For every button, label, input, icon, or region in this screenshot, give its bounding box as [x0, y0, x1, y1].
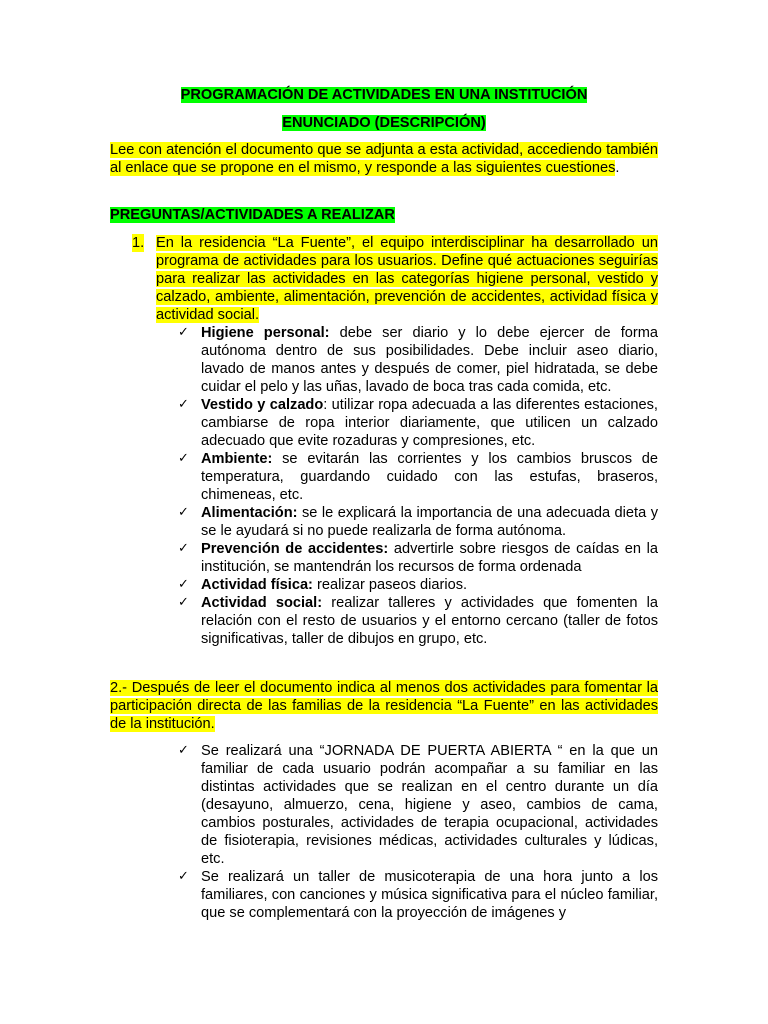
checkmark-icon: ✓ — [178, 595, 189, 610]
list-item: ✓ Prevención de accidentes: advertirle sobre riesgos de caídas en la institución, se mantendrán los recursos de forma ordenada — [178, 541, 658, 575]
checkmark-icon: ✓ — [178, 325, 189, 340]
question-2: 2.- Después de leer el documento indica al menos dos actividades para fomentar la participación directa de las familias de la residencia “La Fuente” en las actividades de la institución. — [110, 680, 658, 732]
list-item: ✓ Vestido y calzado: utilizar ropa adecuada a las diferentes estaciones, cambiarse de ropa interior diariamente, que utilicen un calzado adecuado que evite rozaduras y compresiones, etc. — [178, 397, 658, 449]
question-1 — [132, 234, 658, 324]
intro-paragraph: Lee con atención el documento que se adjunta a esta actividad, accediendo también al enlace que se propone en el mismo, y responde a las siguientes cuestiones. — [110, 142, 658, 176]
checkmark-icon: ✓ — [178, 397, 189, 412]
question-1-number: 1. — [132, 235, 145, 251]
question-2-list — [178, 742, 658, 922]
question-1-list — [178, 324, 658, 648]
document-subtitle: ENUNCIADO (DESCRIPCIÓN) — [282, 115, 486, 131]
document-title: PROGRAMACIÓN DE ACTIVIDADES EN UNA INSTITUCIÓN — [180, 87, 588, 103]
list-item: ✓ Actividad social: realizar talleres y actividades que fomenten la relación con el resto de usuarios y el entorno cercano (taller de fotos significativas, taller de dibujos en grupo, etc. — [178, 595, 658, 647]
checkmark-icon: ✓ — [178, 541, 189, 556]
checkmark-icon: ✓ — [178, 869, 189, 884]
checkmark-icon: ✓ — [178, 577, 189, 592]
question-1-text: En la residencia “La Fuente”, el equipo interdisciplinar ha desarrollado un programa de actividades para los usuarios. Define qué actuaciones seguirías para realizar las actividades en las categorías higiene personal, vestido y calzado, ambiente, alimentación, prevención de accidentes, actividad física y actividad social. — [156, 235, 658, 323]
list-item: ✓ Se realizará una “JORNADA DE PUERTA ABIERTA “ en la que un familiar de cada usuario podrán acompañar a su familiar en las distintas actividades que se realizan en el centro durante un día (desayuno, almuerzo, cena, higiene y aseo, cambios de cama, cambios posturales, actividades de terapia ocupacional, actividades de fisioterapia, revisiones médicas, actividades culturales y lúdicas, etc. — [178, 743, 658, 867]
section-heading: PREGUNTAS/ACTIVIDADES A REALIZAR — [110, 207, 395, 223]
list-item: ✓ Actividad física: realizar paseos diarios. — [178, 577, 468, 593]
checkmark-icon: ✓ — [178, 451, 189, 466]
list-item: ✓ Alimentación: se le explicará la importancia de una adecuada dieta y se le ayudará si no puede realizarla de forma autónoma. — [178, 505, 658, 539]
list-item: ✓ Higiene personal: debe ser diario y lo debe ejercer de forma autónoma dentro de sus posibilidades. Debe incluir aseo diario, lavado de manos antes y después de comer, piel hidratada, se debe cuidar el pelo y las uñas, lavado de boca tras cada comida, etc. — [178, 325, 658, 395]
checkmark-icon: ✓ — [178, 505, 189, 520]
list-item: ✓ Ambiente: se evitarán las corrientes y los cambios bruscos de temperatura, guardando cuidado con las estufas, braseros, chimeneas, etc. — [178, 451, 658, 503]
checkmark-icon: ✓ — [178, 743, 189, 758]
list-item: ✓ Se realizará un taller de musicoterapia de una hora junto a los familiares, con canciones y música significativa para el núcleo familiar, que se complementará con la proyección de imágenes y — [178, 869, 658, 921]
